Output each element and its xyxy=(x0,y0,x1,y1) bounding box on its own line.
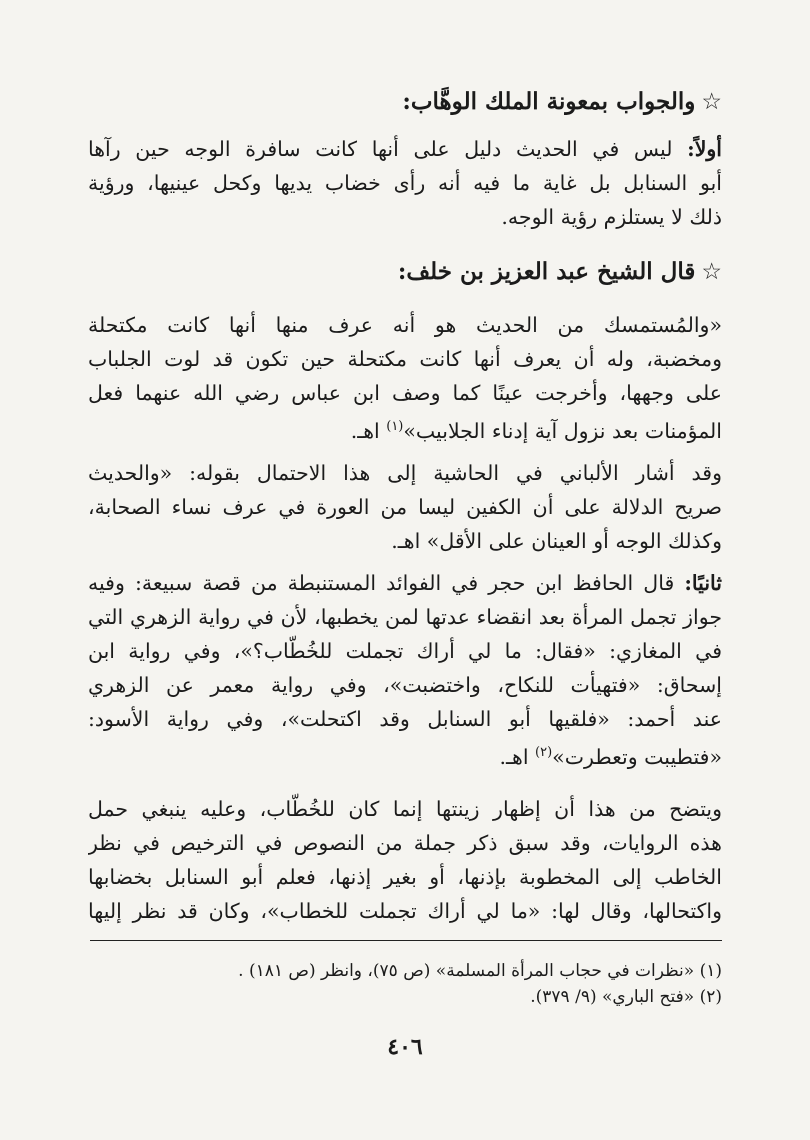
paragraph-quote xyxy=(88,308,722,448)
heading-quote-text: قال الشيخ عبد العزيز بن خلف: xyxy=(397,258,696,285)
paragraph-line: المؤمنات بعد نزول آية إدناء الجلابيب» xyxy=(403,418,722,443)
page-number: ٤٠٦ xyxy=(387,1034,423,1060)
paragraph-line: في المغازي: «فقال: ما لي أراك تجملت للخُطّاب؟»، وفي رواية ابن xyxy=(88,639,722,663)
paragraph-line: وقد أشار الألباني في الحاشية إلى هذا الاحتمال بقوله: «والحديث xyxy=(88,461,722,485)
paragraph-line: قال الحافظ ابن حجر في الفوائد المستنبطة من قصة سبيعة: وفيه xyxy=(88,571,685,595)
paragraph-line: ليس في الحديث دليل على أنها كانت سافرة الوجه حين رآها xyxy=(88,137,688,161)
paragraph-line: عند أحمد: «فلقيها أبو السنابل وقد اكتحلت»، وفي رواية الأسود: xyxy=(88,707,722,731)
paragraph-end: اهـ. xyxy=(499,744,536,769)
footnote-item: (١) «نظرات في حجاب المرأة المسلمة» (ص ٧٥)، وانظر (ص ١٨١) . xyxy=(238,961,722,981)
paragraph-first xyxy=(88,132,722,234)
paragraph-line: على وجهها، وأخرجت عينًا كما وصف ابن عباس رضي الله عنهما فعل xyxy=(88,381,722,405)
footnote-ref: (٢) xyxy=(535,745,553,760)
paragraph-line: إسحاق: «فتهيأت للنكاح، واختضبت»، وفي رواية معمر عن الزهري xyxy=(88,673,722,697)
label-first: أولاً: xyxy=(687,137,722,161)
paragraph-line: الخاطب إلى المخطوبة بإذنها، أو بغير إذنها، فعلم أبو السنابل بخضابها xyxy=(88,865,722,889)
paragraph-second xyxy=(88,566,722,774)
paragraph-line: واكتحالها، وقال لها: «ما لي أراك تجملت للخطاب»، وكان قد نظر إليها xyxy=(88,899,722,923)
label-second: ثانيًا: xyxy=(684,571,722,595)
paragraph-line: هذه الروايات، وقد سبق ذكر جملة من النصوص في الترخيص في نظر xyxy=(88,831,722,855)
paragraph-albani xyxy=(88,456,722,558)
footnote-separator xyxy=(90,940,722,941)
paragraph-line: «فتطيبت وتعطرت» xyxy=(552,744,722,769)
paragraph-line: أبو السنابل بل غاية ما فيه أنه رأى خضاب يديها وكحل عينيها، ورؤية xyxy=(88,171,722,195)
paragraph-line: ذلك لا يستلزم رؤية الوجه. xyxy=(501,205,722,229)
paragraph-conclusion xyxy=(88,792,722,928)
star-icon: ☆ xyxy=(701,259,722,285)
footnote-item: (٢) «فتح الباري» (٩/ ٣٧٩). xyxy=(530,987,722,1007)
heading-answer-text: والجواب بمعونة الملك الوهَّاب: xyxy=(402,88,696,115)
paragraph-line: ومخضبة، وله أن يعرف أنها كانت مكتحلة حين تكون قد لوت الجلباب xyxy=(88,347,722,371)
heading-quote xyxy=(88,254,722,290)
paragraph-line: ويتضح من هذا أن إظهار زينتها إنما كان للخُطّاب، وعليه ينبغي حمل xyxy=(88,797,722,821)
paragraph-line: صريح الدلالة على أن الكفين ليسا من العورة في عرف نساء الصحابة، xyxy=(88,495,722,519)
star-icon: ☆ xyxy=(701,89,722,115)
paragraph-end: اهـ. xyxy=(350,418,387,443)
heading-answer xyxy=(88,84,722,120)
footnote-ref: (١) xyxy=(386,419,404,434)
paragraph-line: وكذلك الوجه أو العينان على الأقل» اهـ. xyxy=(391,529,722,553)
footnotes xyxy=(88,958,722,1010)
paragraph-line: جواز تجمل المرأة بعد انقضاء عدتها لمن يخطبها، لأن في رواية الزهري التي xyxy=(88,605,722,629)
paragraph-line: «والمُستمسك من الحديث هو أنه عرف منها أنها كانت مكتحلة xyxy=(88,313,722,337)
